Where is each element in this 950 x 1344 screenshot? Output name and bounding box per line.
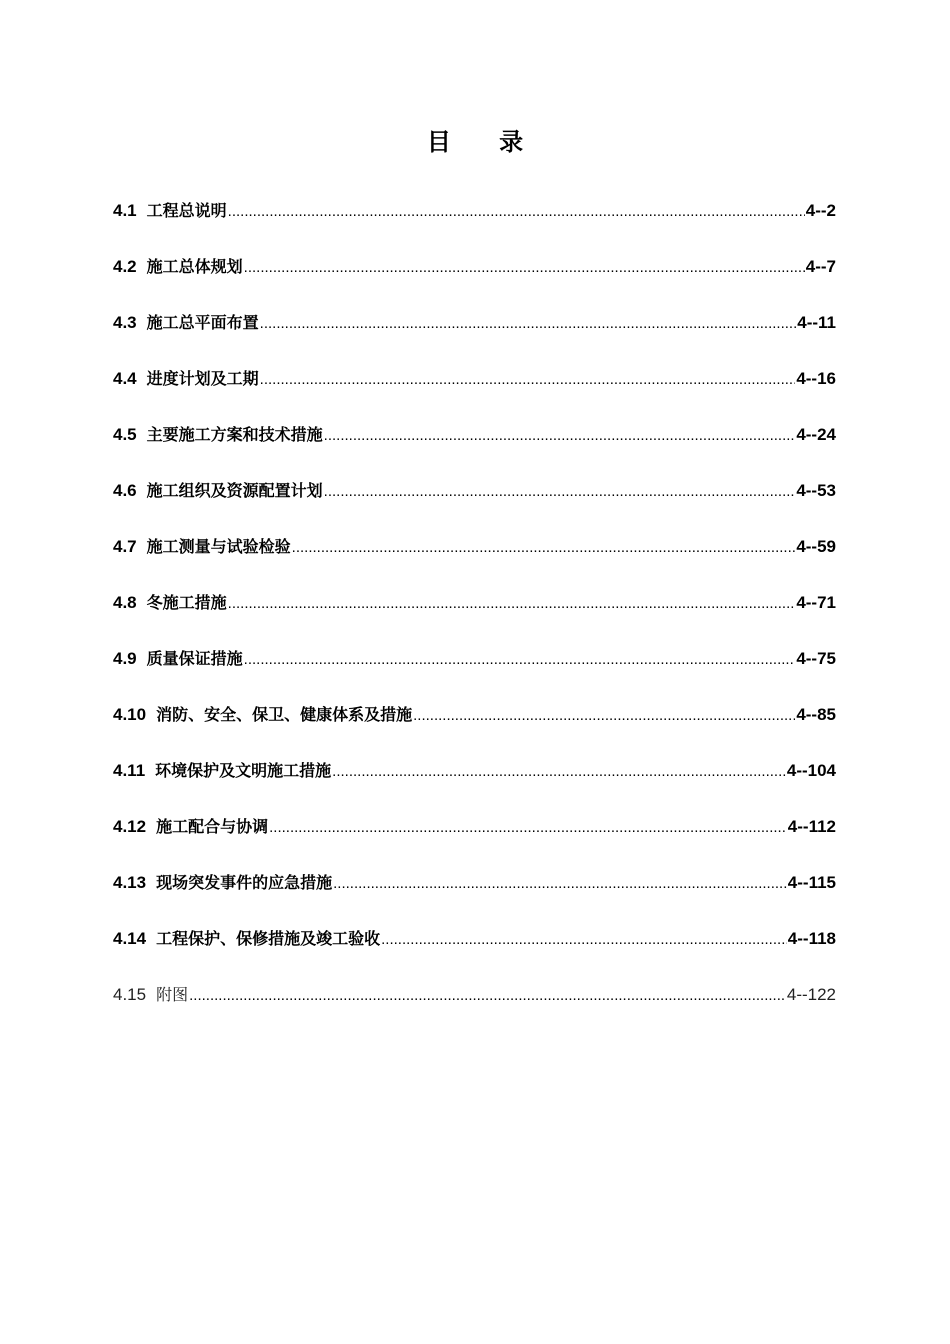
toc-entry-page: 4--7 bbox=[805, 257, 836, 276]
toc-entry[interactable] bbox=[113, 590, 836, 646]
toc-entry[interactable] bbox=[113, 926, 836, 982]
toc-entry-number: 4.8 bbox=[113, 593, 137, 612]
toc-entry-page: 4--24 bbox=[796, 425, 836, 444]
toc-entry-title: 进度计划及工期 bbox=[146, 369, 259, 388]
toc-entry-page: 4--118 bbox=[787, 929, 836, 948]
toc-entry-title: 施工组织及资源配置计划 bbox=[146, 481, 323, 500]
dot-leader bbox=[333, 875, 787, 892]
toc-entry[interactable] bbox=[113, 646, 836, 702]
toc-entry[interactable] bbox=[113, 814, 836, 870]
toc-entry-number: 4.1 bbox=[113, 201, 137, 220]
dot-leader bbox=[413, 707, 795, 724]
toc-entry-number: 4.13 bbox=[113, 873, 147, 892]
toc-entry[interactable] bbox=[113, 758, 836, 814]
toc-entry-title: 现场突发事件的应急措施 bbox=[156, 873, 333, 892]
toc-entry-title: 施工总平面布置 bbox=[146, 313, 259, 332]
toc-entry-title: 工程总说明 bbox=[146, 201, 227, 220]
toc-entry-number: 4.4 bbox=[113, 369, 137, 388]
toc-entry[interactable] bbox=[113, 982, 836, 1038]
toc-entry-number: 4.2 bbox=[113, 257, 137, 276]
toc-entry[interactable] bbox=[113, 310, 836, 366]
toc-entry-number: 4.14 bbox=[113, 929, 147, 948]
dot-leader bbox=[324, 483, 796, 500]
toc-entry-page: 4--104 bbox=[786, 761, 836, 780]
toc-entry[interactable] bbox=[113, 254, 836, 310]
dot-leader bbox=[292, 539, 796, 556]
dot-leader bbox=[381, 931, 787, 948]
toc-entry-page: 4--59 bbox=[796, 537, 836, 556]
dot-leader bbox=[244, 651, 796, 668]
toc-list bbox=[113, 198, 836, 1038]
toc-entry-title: 施工测量与试验检验 bbox=[146, 537, 291, 556]
toc-entry-number: 4.15 bbox=[113, 985, 147, 1004]
toc-entry-page: 4--53 bbox=[796, 481, 836, 500]
toc-entry-title: 工程保护、保修措施及竣工验收 bbox=[156, 929, 381, 948]
toc-entry[interactable] bbox=[113, 478, 836, 534]
toc-entry[interactable] bbox=[113, 702, 836, 758]
toc-entry[interactable] bbox=[113, 534, 836, 590]
toc-entry-title: 消防、安全、保卫、健康体系及措施 bbox=[156, 705, 413, 724]
toc-entry-title: 施工总体规划 bbox=[146, 257, 243, 276]
dot-leader bbox=[228, 203, 805, 220]
dot-leader bbox=[260, 371, 796, 388]
toc-entry-number: 4.9 bbox=[113, 649, 137, 668]
dot-leader bbox=[324, 427, 796, 444]
toc-entry-title: 环境保护及文明施工措施 bbox=[155, 761, 332, 780]
toc-entry-page: 4--16 bbox=[796, 369, 836, 388]
toc-entry-page: 4--112 bbox=[787, 817, 836, 836]
toc-entry-title: 主要施工方案和技术措施 bbox=[146, 425, 323, 444]
toc-entry-title: 附图 bbox=[156, 985, 189, 1004]
toc-entry-number: 4.10 bbox=[113, 705, 147, 724]
toc-title: 目 录 bbox=[426, 128, 544, 156]
toc-entry-page: 4--122 bbox=[786, 985, 836, 1004]
dot-leader bbox=[269, 819, 787, 836]
toc-entry-page: 4--2 bbox=[805, 201, 836, 220]
toc-entry-title: 质量保证措施 bbox=[146, 649, 243, 668]
dot-leader bbox=[228, 595, 796, 612]
toc-entry-title: 施工配合与协调 bbox=[156, 817, 269, 836]
dot-leader bbox=[189, 987, 786, 1004]
toc-entry-page: 4--115 bbox=[787, 873, 836, 892]
toc-entry[interactable] bbox=[113, 870, 836, 926]
toc-entry-number: 4.11 bbox=[113, 761, 146, 780]
dot-leader bbox=[244, 259, 805, 276]
toc-entry-page: 4--71 bbox=[796, 593, 836, 612]
toc-entry-number: 4.6 bbox=[113, 481, 137, 500]
toc-entry-page: 4--75 bbox=[796, 649, 836, 668]
toc-entry-page: 4--11 bbox=[797, 313, 836, 332]
dot-leader bbox=[260, 315, 797, 332]
toc-entry[interactable] bbox=[113, 366, 836, 422]
toc-entry-page: 4--85 bbox=[796, 705, 836, 724]
toc-entry[interactable] bbox=[113, 422, 836, 478]
toc-entry-number: 4.12 bbox=[113, 817, 147, 836]
toc-entry-number: 4.3 bbox=[113, 313, 137, 332]
toc-entry-number: 4.7 bbox=[113, 537, 137, 556]
dot-leader bbox=[332, 763, 786, 780]
toc-entry[interactable] bbox=[113, 198, 836, 254]
toc-entry-title: 冬施工措施 bbox=[146, 593, 227, 612]
toc-entry-number: 4.5 bbox=[113, 425, 137, 444]
